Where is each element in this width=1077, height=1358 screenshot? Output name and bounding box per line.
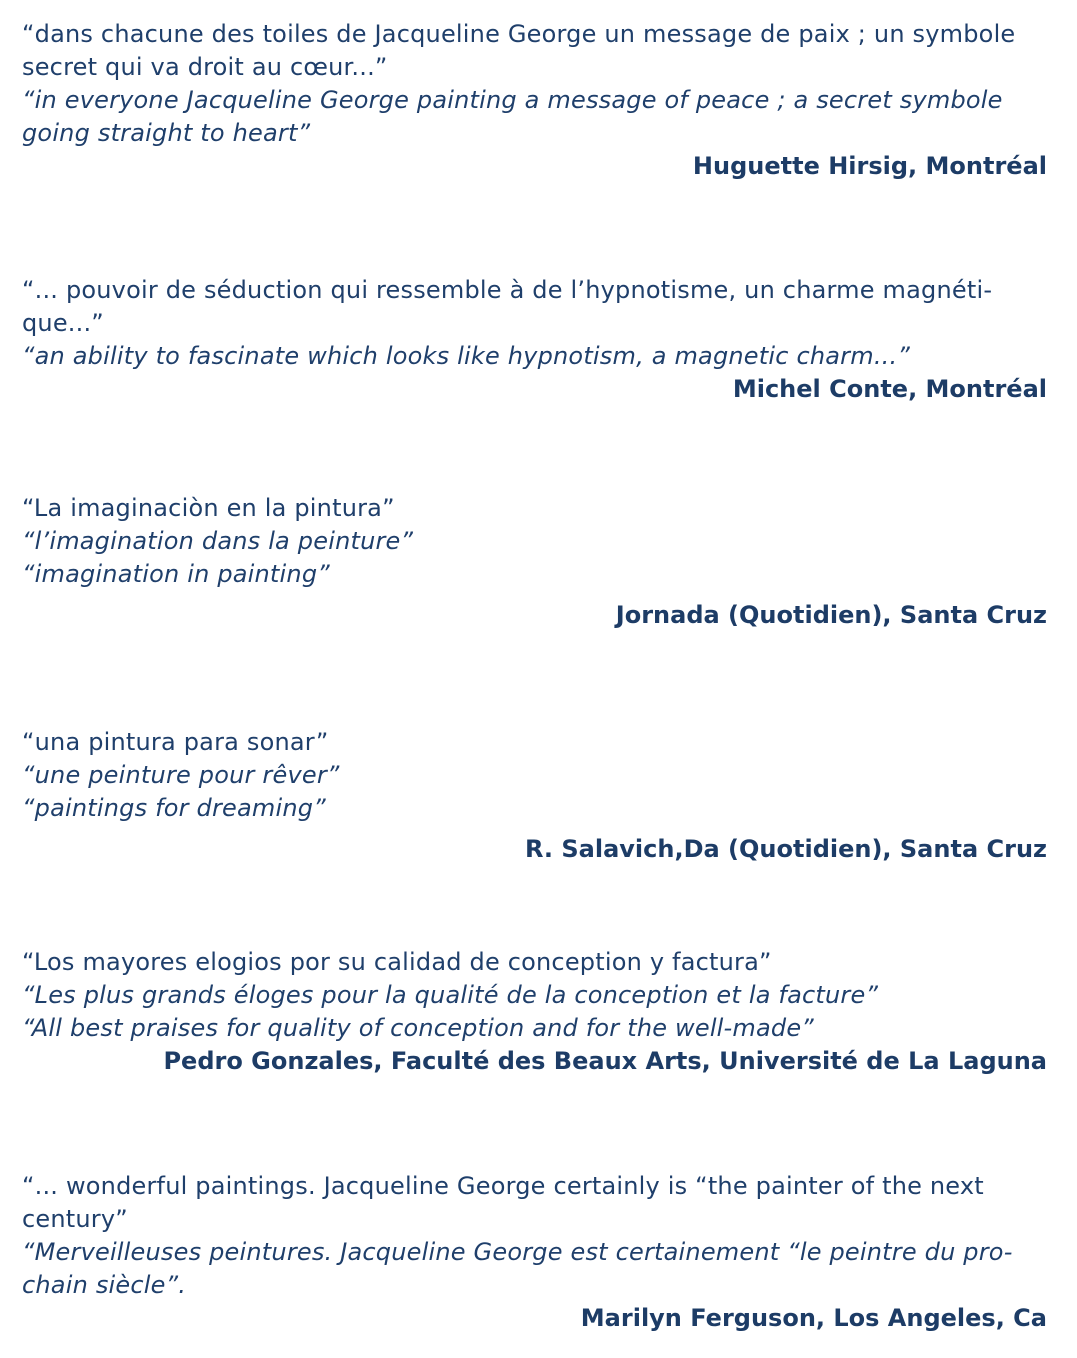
- testimonial-1: [22, 18, 1047, 183]
- quote-attribution: Pedro Gonzales, Faculté des Beaux Arts, Université de La Laguna: [163, 1047, 1047, 1075]
- quote-line: secret qui va droit au cœur...”: [22, 53, 388, 81]
- quote-attribution: Michel Conte, Montréal: [732, 375, 1047, 403]
- quote-line: century”: [22, 1205, 128, 1233]
- quote-line: “... wonderful paintings. Jacqueline George certainly is “the painter of the next: [22, 1172, 984, 1200]
- quote-line-translation: “Merveilleuses peintures. Jacqueline George est certainement “le peintre du pro-: [22, 1238, 1013, 1266]
- testimonial-4: [22, 726, 1047, 866]
- quote-line-translation: “an ability to fascinate which looks like hypnotism, a magnetic charm...”: [22, 342, 910, 370]
- quote-attribution: R. Salavich,Da (Quotidien), Santa Cruz: [524, 835, 1047, 863]
- quote-line: “una pintura para sonar”: [22, 728, 329, 756]
- quote-line-translation: “in everyone Jacqueline George painting a message of peace ; a secret symbole: [22, 86, 1003, 114]
- testimonial-2: [22, 274, 1047, 406]
- quote-line: “La imaginaciòn en la pintura”: [22, 494, 395, 522]
- quote-line-translation: “All best praises for quality of conception and for the well-made”: [22, 1014, 814, 1042]
- quote-line: “dans chacune des toiles de Jacqueline George un message de paix ; un symbole: [22, 20, 1016, 48]
- quote-line: “Los mayores elogios por su calidad de conception y factura”: [22, 948, 772, 976]
- quote-line-translation: going straight to heart”: [22, 119, 311, 147]
- quote-attribution: Jornada (Quotidien), Santa Cruz: [615, 601, 1047, 629]
- quote-attribution: Marilyn Ferguson, Los Angeles, Ca: [580, 1304, 1047, 1332]
- quote-line-translation: “Les plus grands éloges pour la qualité de la conception et la facture”: [22, 981, 879, 1009]
- quote-line-translation: “paintings for dreaming”: [22, 794, 326, 822]
- quote-line: “... pouvoir de séduction qui ressemble à de l’hypnotisme, un charme magnéti-: [22, 276, 993, 304]
- quote-attribution: Huguette Hirsig, Montréal: [692, 152, 1047, 180]
- quote-line-translation: chain siècle”.: [22, 1271, 187, 1299]
- quote-line-translation: “une peinture pour rêver”: [22, 761, 340, 789]
- quote-line: que...”: [22, 309, 104, 337]
- quote-line-translation: “imagination in painting”: [22, 560, 330, 588]
- quote-line-translation: “l’imagination dans la peinture”: [22, 527, 414, 555]
- testimonial-3: [22, 492, 1047, 632]
- testimonial-5: [22, 946, 1047, 1078]
- testimonial-6: [22, 1170, 1047, 1335]
